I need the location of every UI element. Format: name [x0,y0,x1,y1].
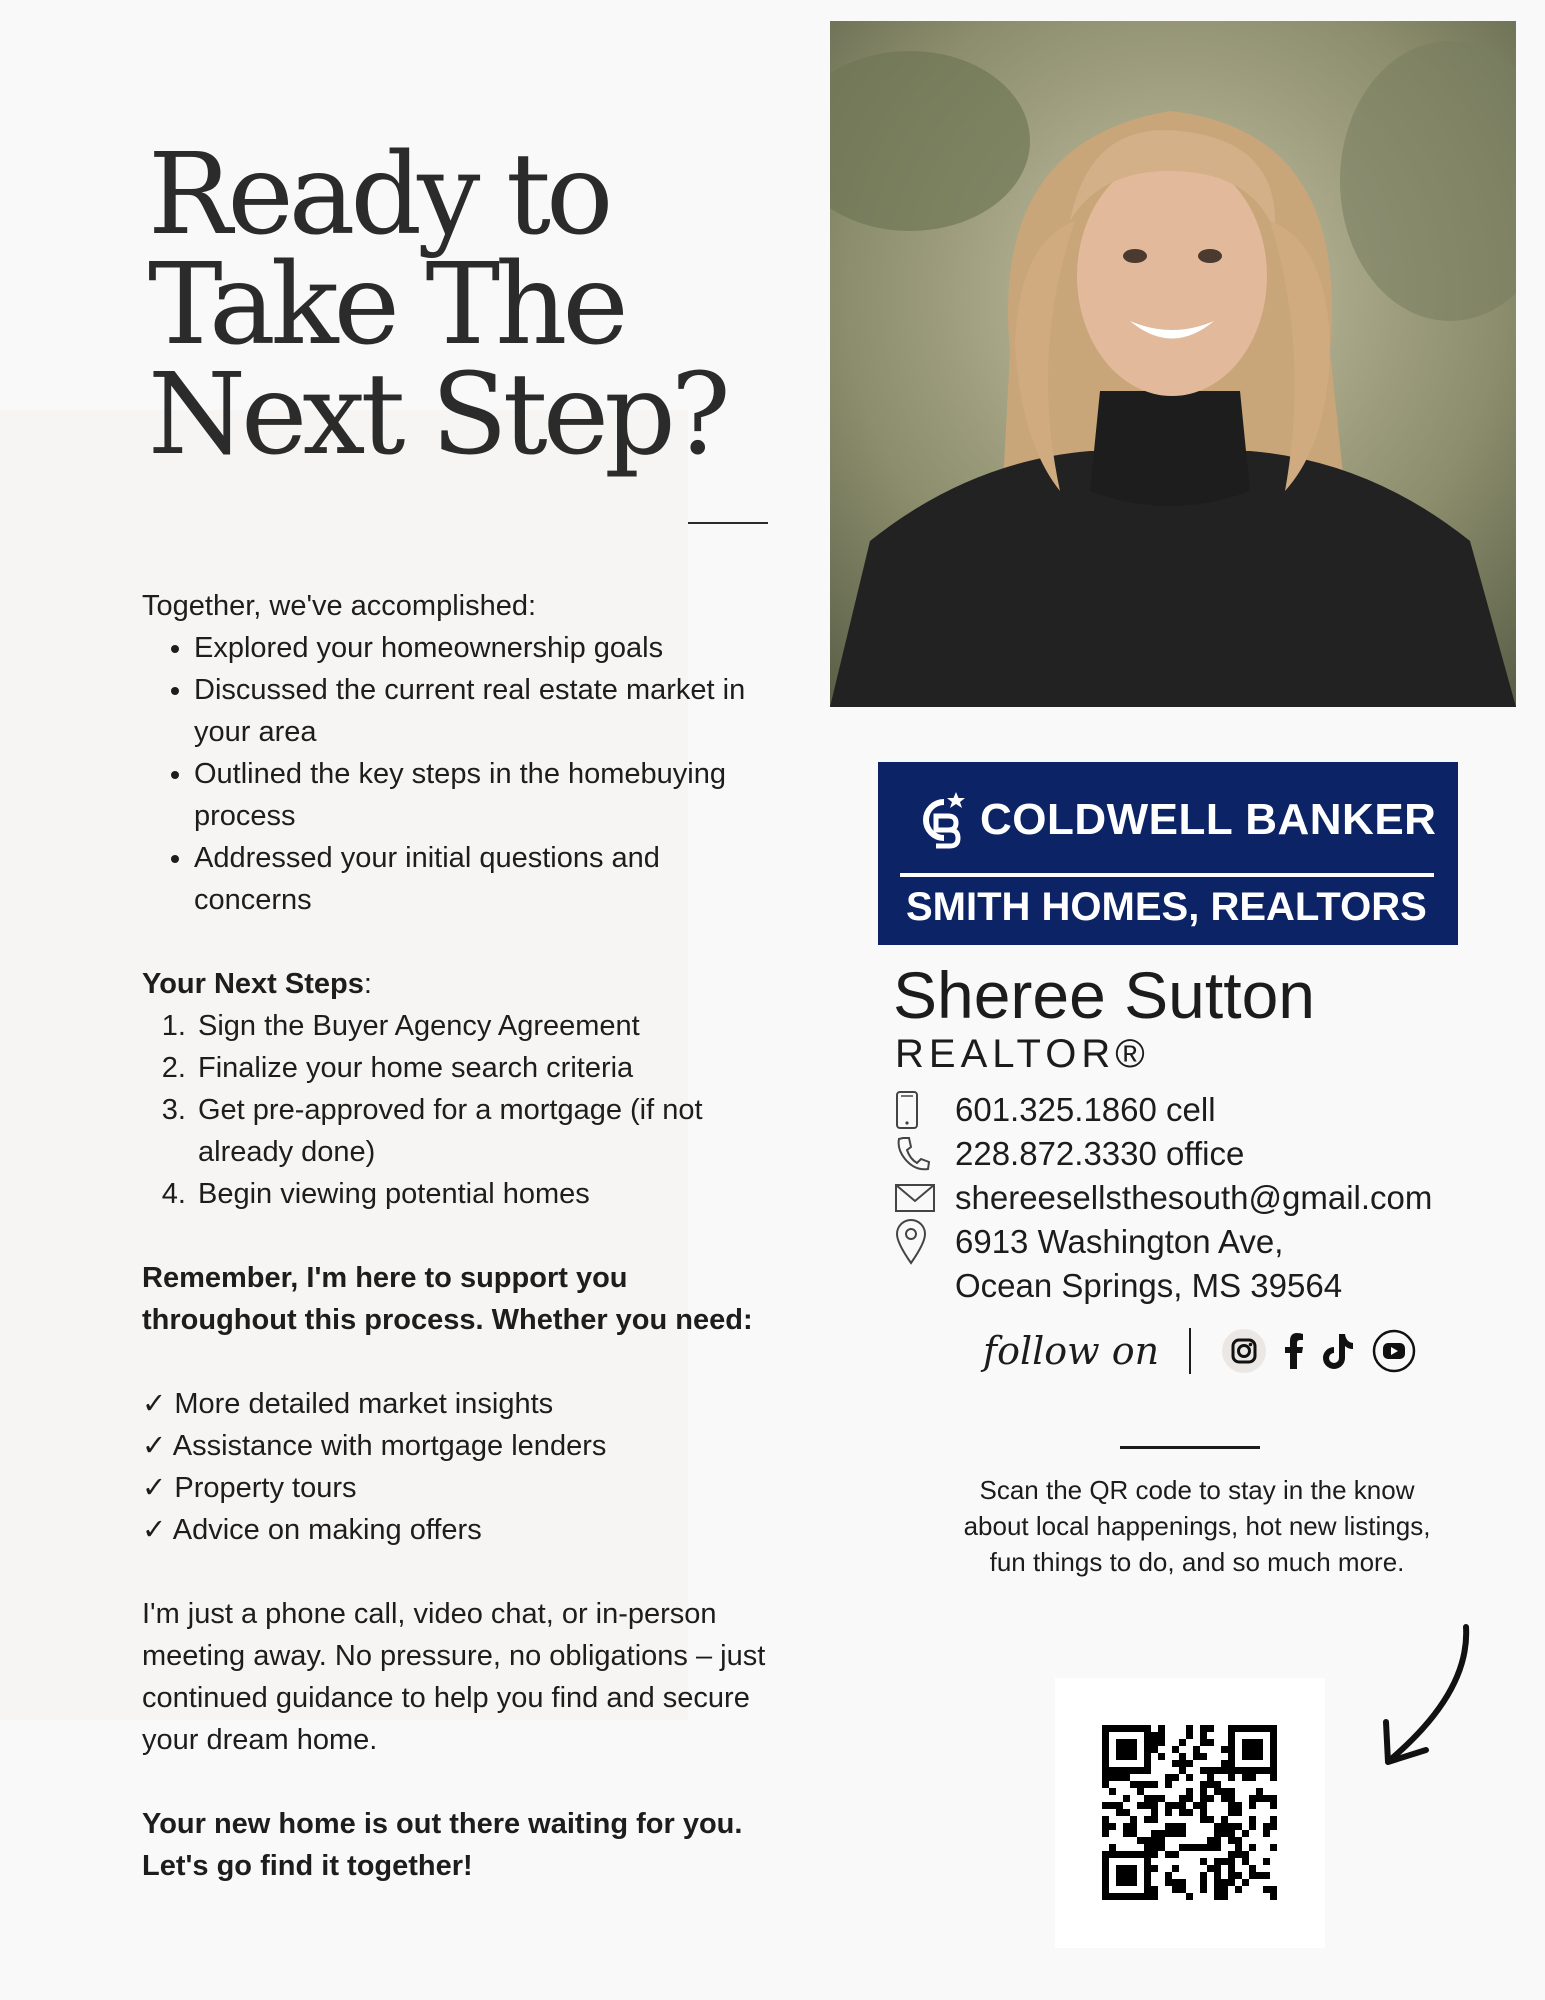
agent-name: Sheree Sutton [893,958,1315,1032]
list-item: • Explored your homeownership goals [194,627,782,669]
contact-cell-row [895,1088,1455,1132]
next-steps-list [142,1005,782,1215]
closing-text: I'm just a phone call, video chat, or in-person meeting away. No pressure, no obligations – just continued guidance to help you find and secure your dream home. [142,1598,766,1756]
checklist-item: ✓ More detailed market insights [142,1388,554,1420]
checklist-item: ✓ Advice on making offers [142,1514,482,1546]
list-item: 2. Finalize your home search criteria [194,1047,782,1089]
accomplished-list [142,627,782,921]
phone-icon [895,1132,955,1176]
headline-line-2: Take The [148,240,624,370]
follow-divider [1189,1328,1191,1374]
headline-line-3: Next Step? [148,350,726,480]
headline [148,130,726,480]
office-phone[interactable]: 228.872.3330 office [955,1135,1245,1172]
follow-label: follow on [983,1329,1160,1373]
next-steps-colon: : [363,968,372,1000]
coldwell-banker-mark-icon [908,790,968,850]
tiktok-icon[interactable] [1321,1331,1355,1371]
mobile-phone-icon [895,1088,955,1132]
social-icons [1221,1328,1417,1374]
list-item: 3. Get pre-approved for a mortgage (if not already done) [194,1089,782,1173]
location-pin-icon [895,1220,955,1264]
social-follow [983,1328,1417,1374]
agent-title: REALTOR® [895,1032,1150,1076]
next-steps-heading [142,963,782,1005]
brand-office: SMITH HOMES, REALTORS [906,885,1427,929]
contact-address-row [895,1220,1455,1308]
cell-phone[interactable]: 601.325.1860 cell [955,1091,1216,1128]
facebook-icon[interactable] [1283,1331,1305,1371]
instagram-icon[interactable] [1221,1328,1267,1374]
contact-email-row [895,1176,1455,1220]
qr-code-graphic [1055,1678,1325,1948]
divider-rule-right [1120,1446,1260,1449]
email-address[interactable]: shereesellsthesouth@gmail.com [955,1179,1433,1216]
email-icon [895,1176,955,1220]
contact-info [895,1088,1455,1308]
headline-line-1: Ready to [148,130,609,260]
brand-name: COLDWELL BANKER [980,795,1437,844]
qr-code[interactable] [1055,1678,1325,1948]
qr-caption: Scan the QR code to stay in the know about local happenings, hot new listings, fun things to do, and so much more. [963,1475,1431,1577]
address-line-1: 6913 Washington Ave, [955,1223,1284,1260]
list-item: • Discussed the current real estate market in your area [194,669,782,753]
contact-office-row [895,1132,1455,1176]
body-text [142,585,782,1887]
divider-rule [688,522,768,524]
address [955,1220,1342,1308]
intro-text: Together, we've accomplished: [142,590,537,622]
list-item: • Addressed your initial questions and concerns [194,837,782,921]
list-item: 1. Sign the Buyer Agency Agreement [194,1005,782,1047]
list-item: 4. Begin viewing potential homes [194,1173,782,1215]
curved-arrow-icon [1378,1622,1478,1772]
checklist-item: ✓ Property tours [142,1472,357,1504]
agent-photo [830,21,1516,707]
next-steps-heading-label: Your Next Steps [142,968,364,1000]
address-line-2: Ocean Springs, MS 39564 [955,1267,1343,1304]
brand-logo [878,762,1458,945]
agent-photo-art [830,21,1516,707]
youtube-icon[interactable] [1371,1328,1417,1374]
support-text: Remember, I'm here to support you throughout this process. Whether you need: [142,1262,753,1336]
checklist-item: ✓ Assistance with mortgage lenders [142,1430,607,1462]
brand-divider [900,873,1434,877]
list-item: • Outlined the key steps in the homebuying process [194,753,782,837]
final-text: Your new home is out there waiting for you. Let's go find it together! [142,1808,743,1882]
